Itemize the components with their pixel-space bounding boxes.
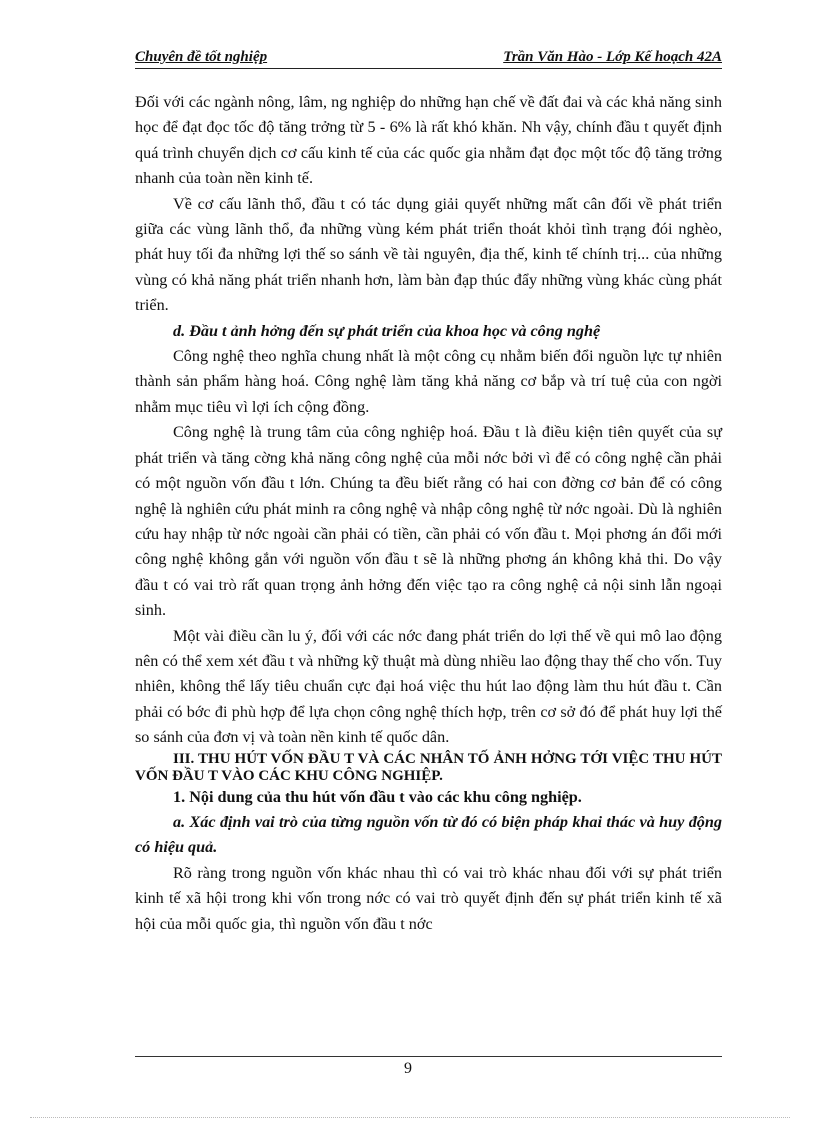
document-body	[135, 90, 722, 937]
section-heading-iii: III. THU HÚT VỐN ĐẦU T VÀ CÁC NHÂN TỐ ẢNH HỞNG TỚI VIỆC THU HÚT VỐN ĐẦU T VÀO CÁC KHU CÔNG NGHIỆP.	[135, 750, 722, 784]
page-edge-dotted-line	[30, 1117, 790, 1118]
subsection-heading-1: 1. Nội dung của thu hút vốn đầu t vào các khu công nghiệp.	[173, 787, 582, 806]
subheading-a: a. Xác định vai trò của từng nguồn vốn từ đó có biện pháp khai thác và huy động có hiệu quả.	[135, 812, 722, 857]
header-title: Chuyên đề tốt nghiệp	[135, 49, 268, 65]
paragraph: Một vài điều cần lu ý, đối với các nớc đang phát triển do lợi thế về qui mô lao động nên có thể xem xét đầu t và những kỹ thuật mà dùng nhiều lao động thay thế cho vốn. Tuy nhiên, không thể lấy tiêu chuẩn cực đại hoá việc thu hút lao động làm thu hút đầu t. Cần phải có bớc đi phù hợp để lựa chọn công nghệ thích hợp, trên cơ sở đó để phát huy lợi thế so sánh của đơn vị và toàn nền kinh tế quốc dân.	[135, 626, 722, 747]
paragraph: Công nghệ là trung tâm của công nghiệp hoá. Đầu t là điều kiện tiên quyết của sự phát triển và tăng cờng khả năng công nghệ của mỗi nớc bởi vì để có công nghệ cần phải có một nguồn vốn đầu t lớn. Chúng ta đều biết rằng có hai con đờng cơ bản để có công nghệ là nghiên cứu phát minh ra công nghệ và nhập công nghệ từ nớc ngoài. Dù là nghiên cứu hay nhập từ nớc ngoài cần phải có tiền, cần phải có vốn đầu t. Mọi phơng án đổi mới công nghệ không gắn với nguồn vốn đầu t sẽ là những phơng án không khả thi. Do vậy đầu t có vai trò rất quan trọng ảnh hởng đến việc tạo ra công nghệ cả nội sinh lẫn ngoại sinh.	[135, 423, 722, 620]
paragraph: Về cơ cấu lãnh thổ, đầu t có tác dụng giải quyết những mất cân đối về phát triển giữa các vùng lãnh thổ, đa những vùng kém phát triển thoát khỏi tình trạng đói nghèo, phát huy tối đa những lợi thế so sánh về tài nguyên, địa thế, kinh tế chính trị... của những vùng có khả năng phát triển nhanh hơn, làm bàn đạp thúc đẩy những vùng khác cùng phát triển.	[135, 194, 722, 315]
header-author: Trần Văn Hào - Lớp Kế hoạch 42A	[503, 49, 722, 65]
paragraph: Công nghệ theo nghĩa chung nhất là một công cụ nhằm biến đổi nguồn lực tự nhiên thành sản phẩm hàng hoá. Công nghệ làm tăng khả năng cơ bắp và trí tuệ của con ngời nhằm mục tiêu vì lợi ích cộng đồng.	[135, 347, 722, 416]
page-number: 9	[404, 1060, 412, 1077]
paragraph: Rõ ràng trong nguồn vốn khác nhau thì có vai trò khác nhau đối với sự phát triển kinh tế xã hội trong khi vốn trong nớc có vai trò quyết định đến sự phát triển kinh tế xã hội của mỗi quốc gia, thì nguồn vốn đầu t nớc	[135, 863, 722, 933]
paragraph: Đối với các ngành nông, lâm, ng nghiệp do những hạn chế về đất đai và các khả năng sinh học để đạt đọc tốc độ tăng trởng từ 5 - 6% là rất khó khăn. Nh vậy, chính đầu t quyết định quá trình chuyển dịch cơ cấu kinh tế của các quốc gia nhằm đạt đọc một tốc độ tăng trởng nhanh của toàn nền kinh tế.	[135, 93, 722, 188]
page-header	[135, 46, 722, 69]
subheading-d: d. Đầu t ảnh hởng đến sự phát triển của khoa học và công nghệ	[173, 321, 601, 340]
footer-divider	[135, 1056, 722, 1057]
